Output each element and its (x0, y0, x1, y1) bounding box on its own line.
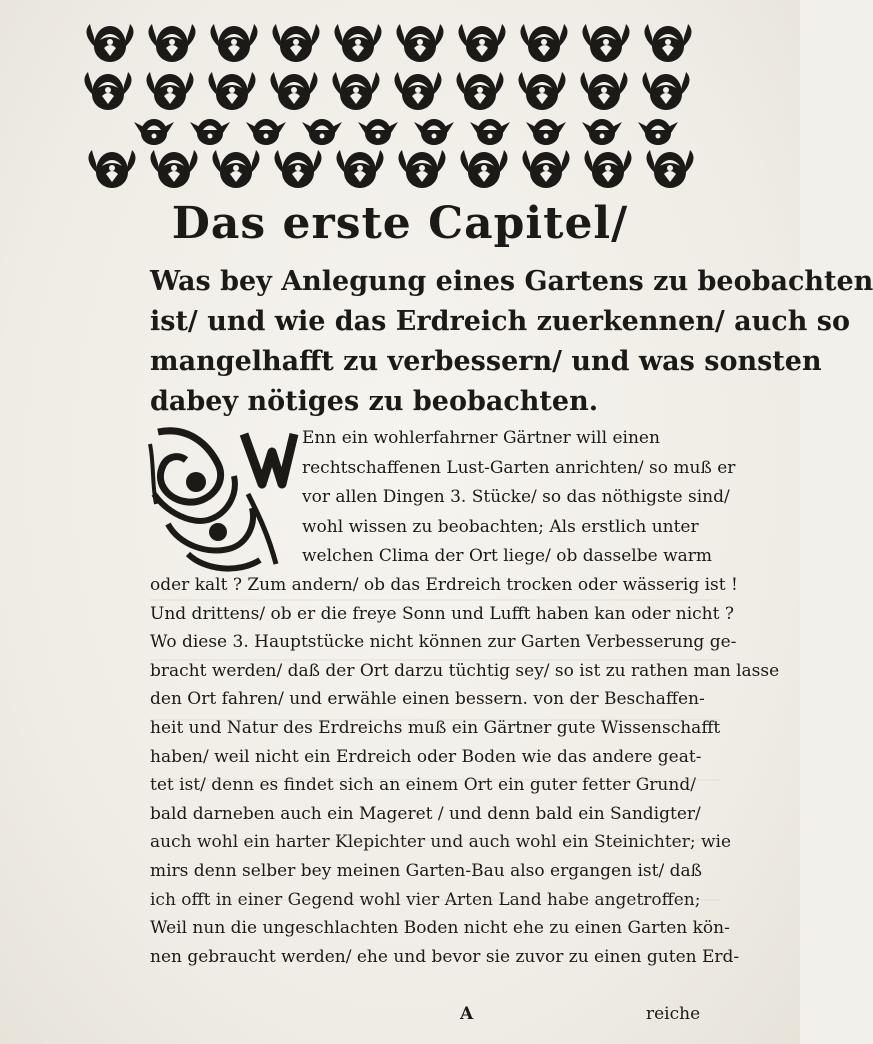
text-line: auch wohl ein harter Klepichter und auch wohl ein Steinichter; wie (150, 832, 732, 853)
text-line: rechtschaffenen Lust-Garten anrichten/ so muß er (302, 457, 736, 478)
chapter-subtitle (150, 262, 873, 422)
text-line: tet ist/ denn es findet sich an einem Ort ein guter fetter Grund/ (150, 775, 696, 796)
ornament-band (88, 20, 708, 188)
text-line: bracht werden/ daß der Ort darzu tüchtig sey/ so ist zu rathen man lasse (150, 660, 780, 681)
paragraph-body (150, 571, 780, 971)
text-line: heit und Natur des Erdreichs muß ein Gärtner gute Wissenschafft (150, 717, 721, 738)
subtitle-line: mangelhafft zu verbessern/ und was sonsten (150, 346, 822, 377)
text-line: Enn ein wohlerfahrner Gärtner will einen (302, 428, 660, 448)
text-line: Weil nun die ungeschlachten Boden nicht ehe zu einen Garten kön- (150, 918, 730, 939)
text-line: nen gebraucht werden/ ehe und bevor sie zuvor zu einen guten Erd- (150, 946, 740, 967)
text-line: mirs denn selber bey meinen Garten-Bau also ergangen ist/ daß (150, 860, 702, 881)
text-line: vor allen Dingen 3. Stücke/ so das nöthigste sind/ (302, 487, 730, 507)
text-line: Wo diese 3. Hauptstücke nicht können zur Garten Verbesserung ge- (150, 632, 737, 653)
text-line: den Ort fahren/ und erwähle einen bessern. von der Beschaffen- (150, 689, 705, 710)
subtitle-line: ist/ und wie das Erdreich zuerkennen/ auch so (150, 306, 850, 337)
initial-woodcut-icon (148, 424, 298, 576)
catchword: reiche (646, 1004, 701, 1024)
subtitle-line: dabey nötiges zu beobachten. (150, 386, 599, 417)
text-line: bald darneben auch ein Mageret / und denn bald ein Sandigter/ (150, 803, 701, 824)
chapter-title: Das erste Capitel/ (171, 198, 629, 249)
subtitle-line: Was bey Anlegung eines Gartens zu beobachten (150, 266, 873, 297)
text-line: oder kalt ? Zum andern/ ob das Erdreich trocken oder wässerig ist ! (150, 575, 738, 595)
text-line: Und drittens/ ob er die freye Sonn und Lufft haben kan oder nicht ? (150, 603, 734, 624)
text-line: ich offt in einer Gegend wohl vier Arten Land habe angetroffen; (150, 889, 701, 910)
paragraph-head (302, 424, 736, 572)
signature-mark: A (460, 1004, 474, 1024)
decorated-initial (148, 424, 298, 576)
text-line: haben/ weil nicht ein Erdreich oder Boden wie das andere geat- (150, 746, 702, 767)
text-line: wohl wissen zu beobachten; Als erstlich unter (302, 516, 699, 537)
text-line: welchen Clima der Ort liege/ ob dasselbe warm (302, 546, 713, 566)
